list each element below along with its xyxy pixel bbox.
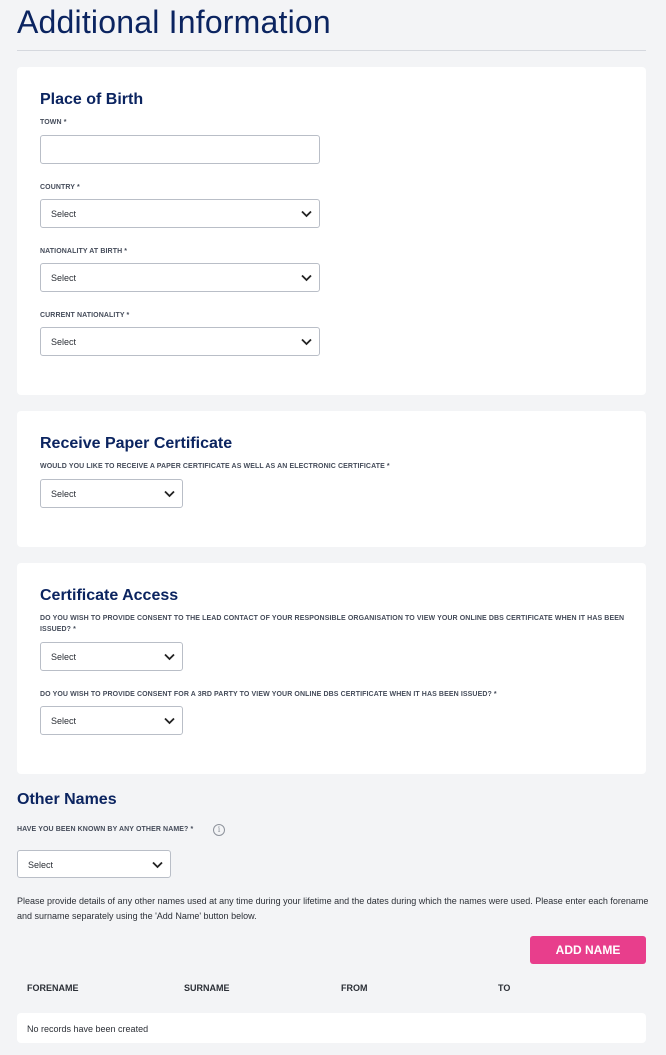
nationality-at-birth-select-value: Select	[51, 273, 77, 283]
other-name-select[interactable]	[17, 850, 171, 878]
country-select[interactable]	[40, 199, 320, 228]
place-of-birth-card	[17, 67, 646, 395]
paper-certificate-title: Receive Paper Certificate	[40, 435, 233, 452]
town-input[interactable]	[40, 135, 320, 164]
current-nationality-select[interactable]	[40, 327, 320, 356]
chevron-down-icon	[164, 490, 175, 498]
empty-table-message: No records have been created	[27, 1024, 149, 1034]
column-header-forename: FORENAME	[27, 983, 79, 993]
info-icon[interactable]: i	[213, 824, 225, 836]
other-names-title: Other Names	[17, 791, 117, 808]
country-select-value: Select	[51, 209, 77, 219]
nationality-at-birth-label: NATIONALITY AT BIRTH *	[40, 248, 128, 255]
column-header-surname: SURNAME	[184, 983, 230, 993]
third-party-consent-label: DO YOU WISH TO PROVIDE CONSENT FOR A 3RD PARTY TO VIEW YOUR ONLINE DBS CERTIFICATE WHEN IT HAS BEEN ISSUED? *	[40, 691, 497, 698]
chevron-down-icon	[301, 210, 312, 218]
town-label: TOWN *	[40, 119, 67, 126]
chevron-down-icon	[301, 274, 312, 282]
chevron-down-icon	[164, 717, 175, 725]
column-header-to: TO	[498, 983, 511, 993]
certificate-access-card	[17, 563, 646, 774]
add-name-button[interactable]: ADD NAME	[530, 936, 646, 964]
place-of-birth-title: Place of Birth	[40, 91, 144, 108]
paper-certificate-select[interactable]	[40, 479, 183, 508]
other-name-select-value: Select	[28, 860, 54, 870]
paper-certificate-question: WOULD YOU LIKE TO RECEIVE A PAPER CERTIFICATE AS WELL AS AN ELECTRONIC CERTIFICATE *	[40, 463, 390, 470]
current-nationality-select-value: Select	[51, 337, 77, 347]
table-empty-row	[17, 1013, 646, 1043]
chevron-down-icon	[152, 861, 163, 869]
title-divider	[17, 50, 646, 51]
current-nationality-label: CURRENT NATIONALITY *	[40, 312, 130, 319]
certificate-access-title: Certificate Access	[40, 587, 179, 604]
lead-contact-consent-select[interactable]	[40, 642, 183, 671]
country-label: COUNTRY *	[40, 184, 80, 191]
other-names-help-text: Please provide details of any other names used at any time during your lifetime and the dates during which the names were used. Please enter each forename and surname separately using the 'Add Name' button below.	[17, 896, 649, 921]
column-header-from: FROM	[341, 983, 368, 993]
third-party-consent-select[interactable]	[40, 706, 183, 735]
chevron-down-icon	[164, 653, 175, 661]
page-title: Additional Information	[17, 4, 331, 40]
paper-certificate-select-value: Select	[51, 489, 77, 499]
chevron-down-icon	[301, 338, 312, 346]
lead-contact-consent-select-value: Select	[51, 652, 77, 662]
other-name-question: HAVE YOU BEEN KNOWN BY ANY OTHER NAME? *	[17, 826, 194, 833]
paper-certificate-card	[17, 411, 646, 547]
nationality-at-birth-select[interactable]	[40, 263, 320, 292]
lead-contact-consent-label: DO YOU WISH TO PROVIDE CONSENT TO THE LEAD CONTACT OF YOUR RESPONSIBLE ORGANISATION TO VIEW YOUR ONLINE DBS CERTIFICATE WHEN IT HAS BEEN ISSUED? *	[40, 615, 625, 633]
third-party-consent-select-value: Select	[51, 716, 77, 726]
